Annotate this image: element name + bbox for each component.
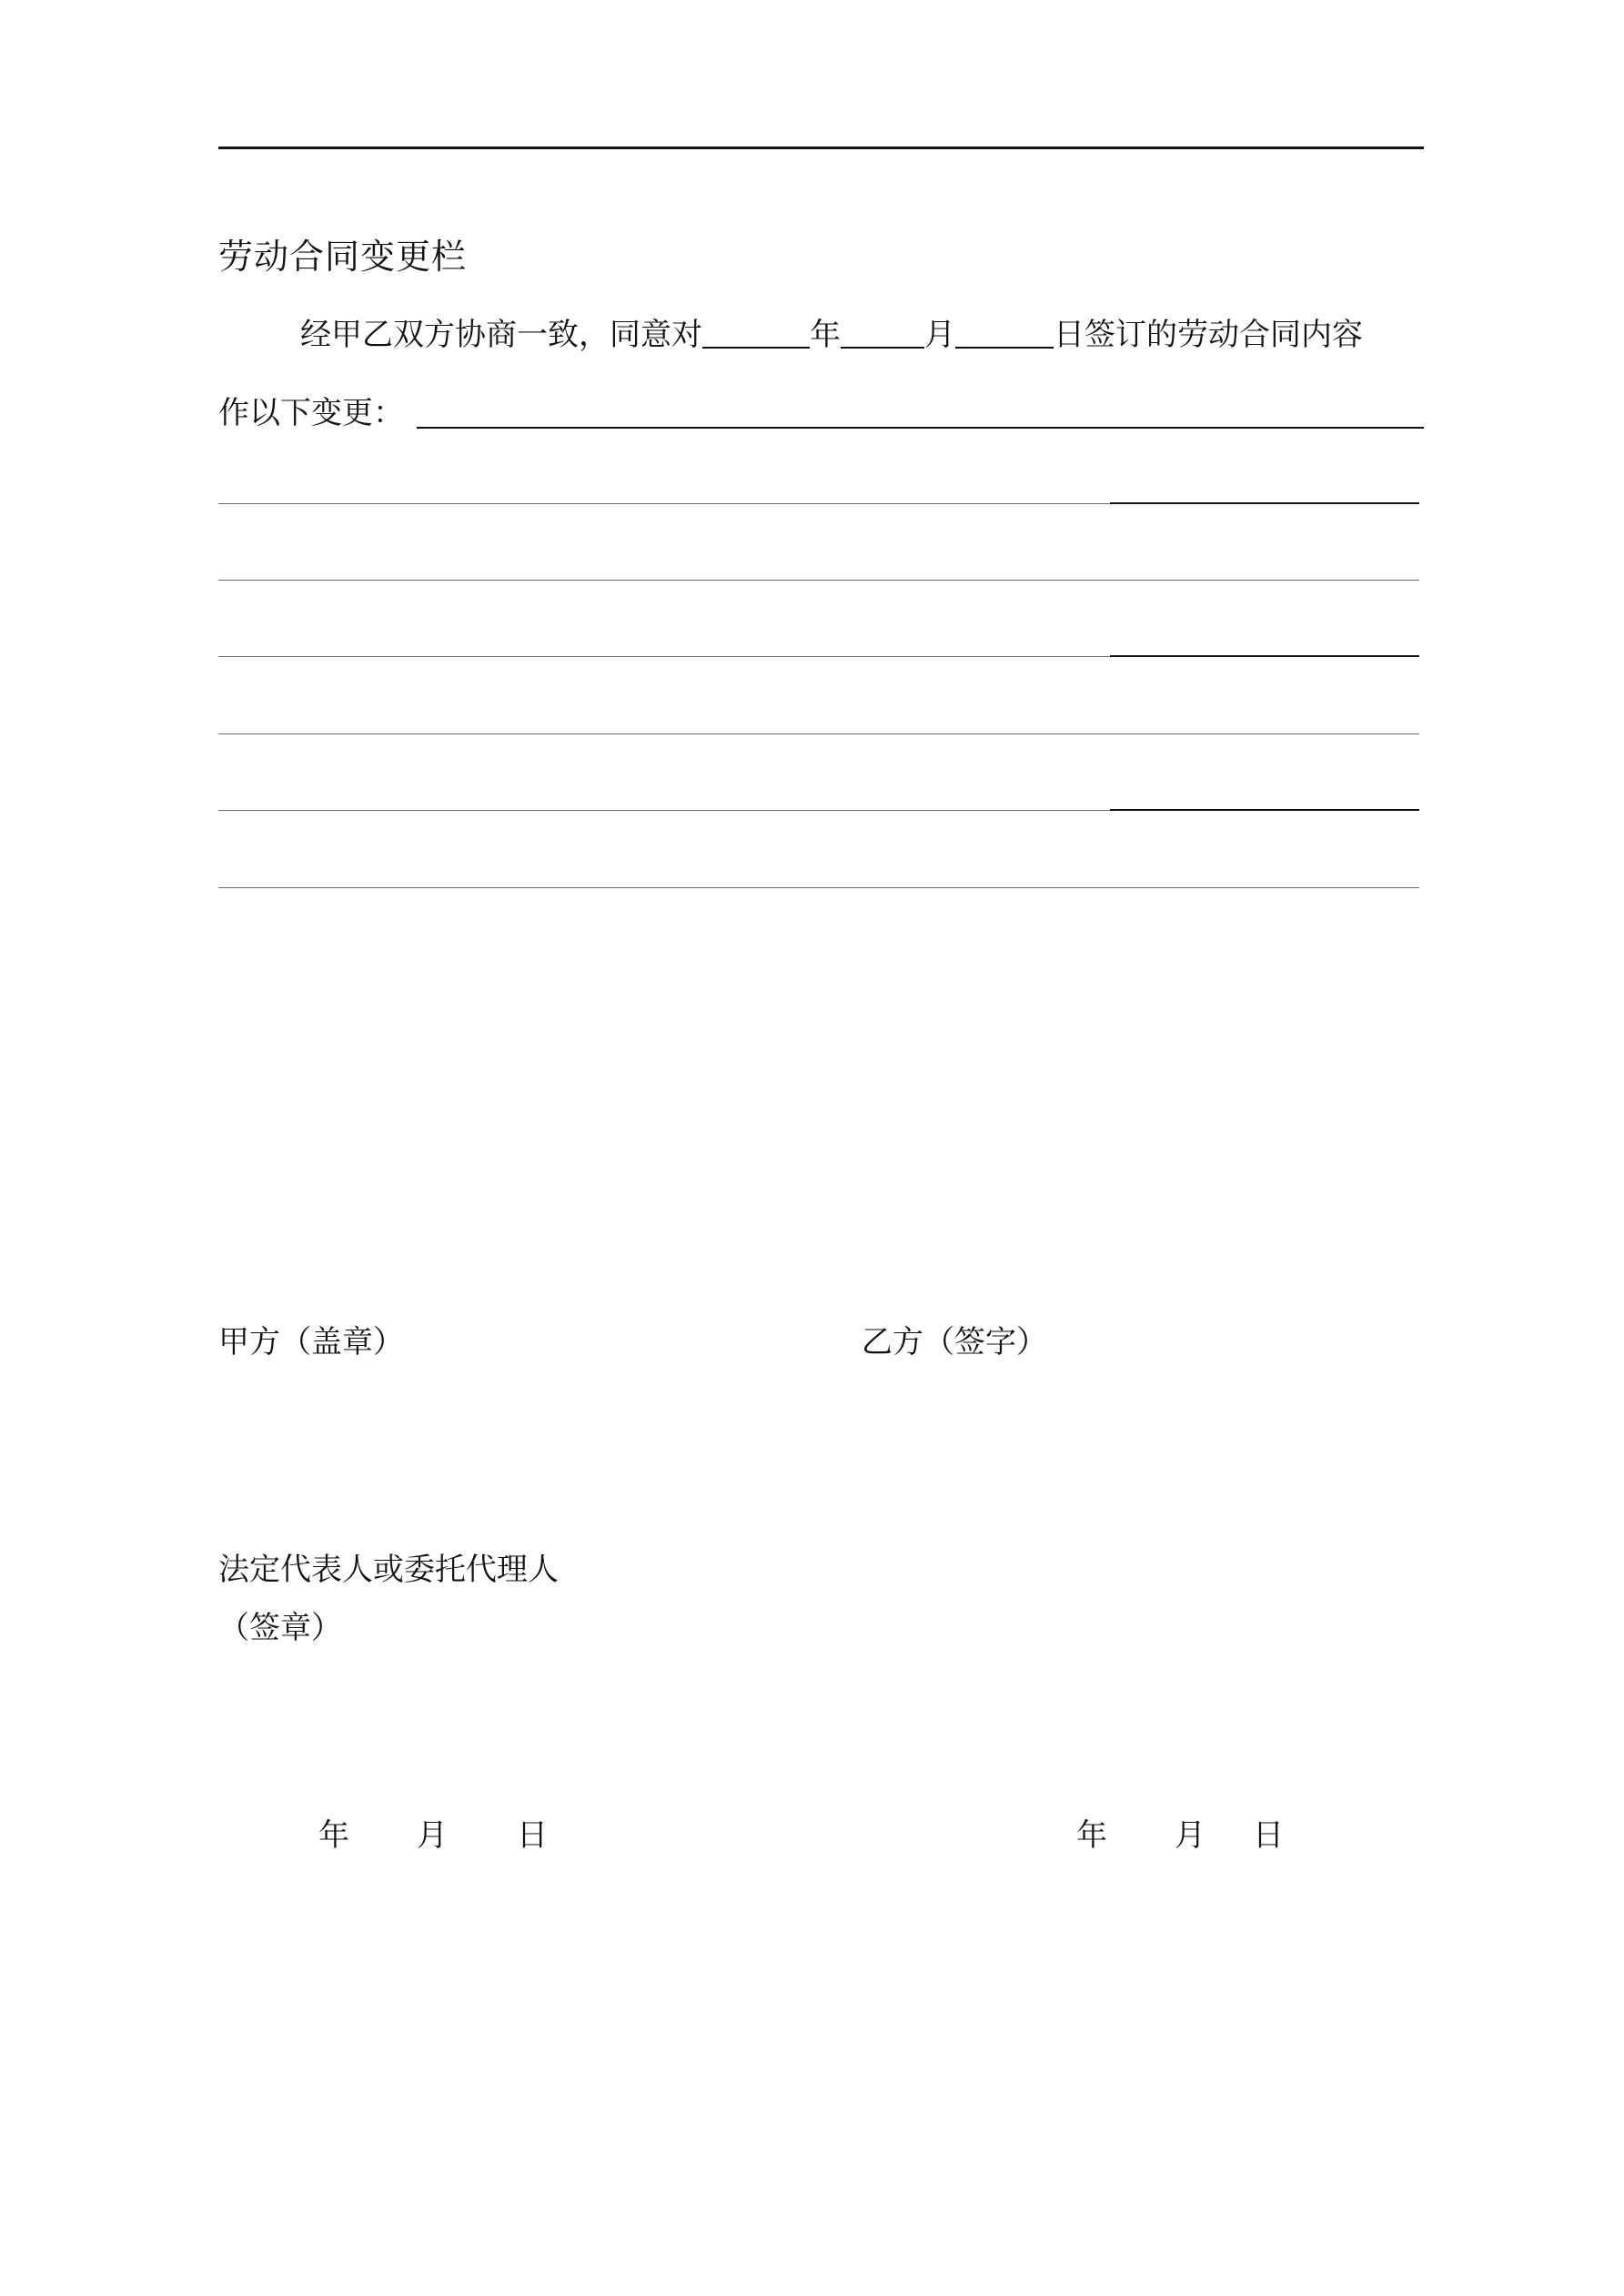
- section-title: 劳动合同变更栏: [218, 237, 468, 277]
- change-content-line[interactable]: [218, 887, 1419, 888]
- change-content-line-overlay: [1110, 655, 1419, 657]
- party-a-date-month: 月: [417, 1817, 448, 1854]
- header-rule: [218, 147, 1424, 149]
- change-content-line-overlay: [1110, 502, 1419, 504]
- party-b-date: [1076, 1816, 1284, 1856]
- party-a-date: [318, 1816, 548, 1856]
- party-b-date-day: 日: [1253, 1817, 1284, 1854]
- agreement-day-suffix: 日签订的劳动合同内容: [1054, 317, 1363, 353]
- agreement-intro: 经甲乙双方协商一致，同意对: [300, 317, 702, 353]
- change-content-line[interactable]: [218, 580, 1419, 581]
- year-unit: 年: [810, 317, 841, 353]
- month-unit: 月: [924, 317, 955, 353]
- representative-seal-label: （签章）: [218, 1610, 342, 1646]
- representative-label: 法定代表人或委托代理人: [218, 1552, 559, 1588]
- party-a-date-year: 年: [318, 1817, 349, 1854]
- party-b-date-year: 年: [1076, 1817, 1107, 1854]
- party-a-date-day: 日: [517, 1817, 548, 1854]
- party-a-seal-label: 甲方（盖章）: [218, 1324, 404, 1360]
- party-b-signature-label: 乙方（签字）: [862, 1324, 1047, 1360]
- agreement-line-2: [218, 393, 404, 433]
- change-content-line-overlay: [1110, 809, 1419, 811]
- change-label: 作以下变更：: [218, 395, 404, 431]
- day-blank-field[interactable]: [955, 314, 1054, 349]
- year-blank-field[interactable]: [702, 314, 810, 349]
- change-first-line-field[interactable]: [417, 427, 1424, 429]
- agreement-line-1: [300, 314, 1363, 355]
- change-content-line[interactable]: [218, 733, 1419, 734]
- month-blank-field[interactable]: [841, 314, 924, 349]
- party-b-date-month: 月: [1175, 1817, 1205, 1854]
